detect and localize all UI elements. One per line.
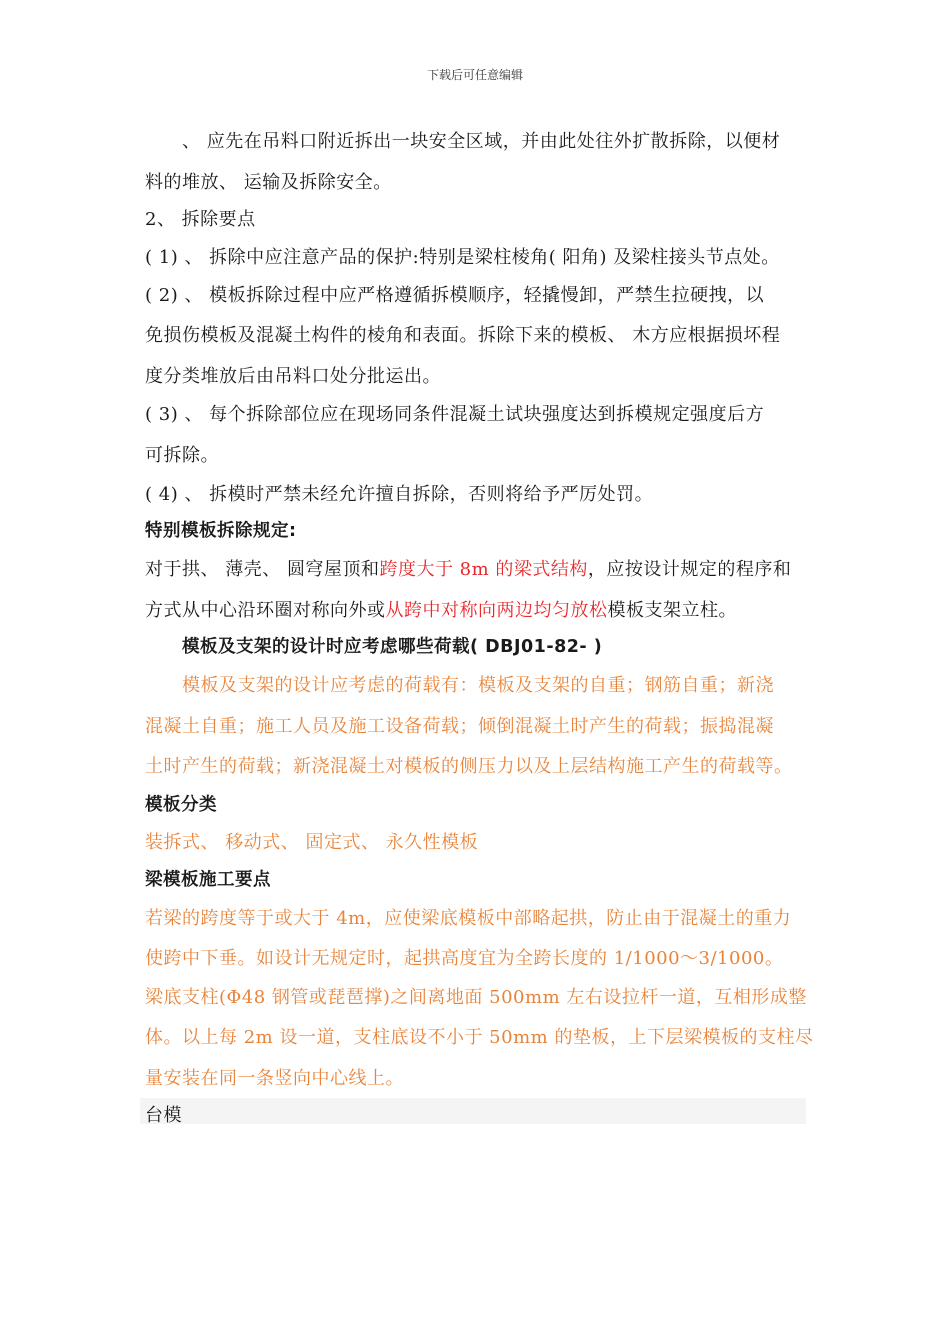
paragraph-line: 若梁的跨度等于或大于 4m，应使梁底模板中部略起拱，防止由于混凝土的重力: [145, 908, 792, 929]
paragraph-line: 、 应先在吊料口附近拆出一块安全区域，并由此处往外扩散拆除，以便材: [182, 131, 781, 152]
beam-heading: 梁模板施工要点: [145, 870, 271, 890]
last-heading: 台模: [145, 1105, 182, 1126]
paragraph-line: 量安装在同一条竖向中心线上。: [145, 1068, 404, 1089]
page-header: 下载后可任意编辑: [426, 68, 523, 82]
paragraph-line: [145, 555, 791, 581]
shaded-row: [140, 1098, 806, 1124]
paragraph-line: 免损伤模板及混凝土构件的棱角和表面。拆除下来的模板、 木方应根据损坏程: [145, 325, 781, 346]
special-heading: 特别模板拆除规定:: [145, 521, 297, 541]
paragraph-line: 梁底支柱(Φ48 钢管或琵琶撑)之间离地面 500mm 左右设拉杆一道，互相形成整: [145, 987, 807, 1008]
paragraph-line: 度分类堆放后由吊料口处分批运出。: [145, 366, 441, 387]
text-run: 对于拱、 薄壳、 圆穹屋顶和: [145, 559, 380, 580]
paragraph-line: 模板及支架的设计应考虑的荷载有：模板及支架的自重；钢筋自重；新浇: [182, 675, 774, 696]
list-item: ( 1) 、 拆除中应注意产品的保护:特别是梁柱棱角( 阳角) 及梁柱接头节点处。: [145, 247, 780, 268]
list-item: ( 4) 、 拆模时严禁未经允许擅自拆除，否则将给予严厉处罚。: [145, 484, 654, 505]
class-heading: 模板分类: [145, 795, 217, 815]
highlight-text: 跨度大于 8m 的梁式结构: [379, 559, 588, 580]
class-items: 装拆式、 移动式、 固定式、 永久性模板: [145, 832, 479, 853]
paragraph-line: 可拆除。: [145, 445, 219, 466]
paragraph-line: 土时产生的荷载；新浇混凝土对模板的侧压力以及上层结构施工产生的荷载等。: [145, 756, 793, 777]
text-run: 方式从中心沿环圈对称向外或: [145, 600, 386, 621]
paragraph-line: 料的堆放、 运输及拆除安全。: [145, 172, 392, 193]
paragraph-line: 体。以上每 2m 设一道，支柱底设不小于 50mm 的垫板，上下层梁模板的支柱尽: [145, 1027, 814, 1048]
paragraph-line: 混凝土自重；施工人员及施工设备荷载；倾倒混凝土时产生的荷载；振捣混凝: [145, 716, 774, 737]
paragraph-line: 使跨中下垂。如设计无规定时，起拱高度宜为全跨长度的 1/1000～3/1000。: [145, 948, 784, 969]
paragraph-line: [145, 596, 737, 622]
list-item: ( 3) 、 每个拆除部位应在现场同条件混凝土试块强度达到拆模规定强度后方: [145, 404, 765, 425]
section-heading: 2、 拆除要点: [145, 209, 256, 230]
highlight-text: 从跨中对称向两边均匀放松: [385, 600, 608, 621]
text-run: 模板支架立柱。: [607, 600, 737, 621]
list-item: ( 2) 、 模板拆除过程中应严格遵循拆模顺序，轻撬慢卸，严禁生拉硬拽，以: [145, 285, 765, 306]
text-run: ，应按设计规定的程序和: [587, 559, 792, 580]
load-heading: 模板及支架的设计时应考虑哪些荷载( DBJ01-82- ): [182, 637, 603, 657]
